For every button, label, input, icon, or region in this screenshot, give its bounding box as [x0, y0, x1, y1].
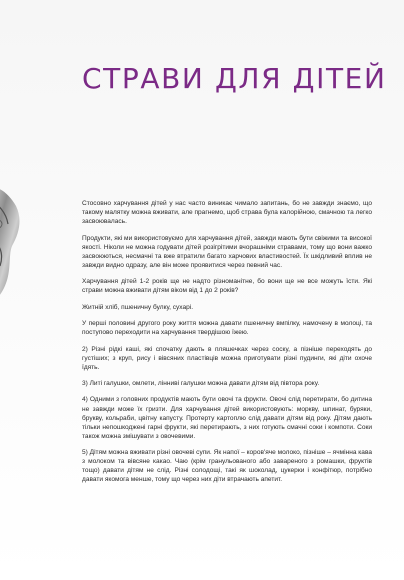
paragraph-porridge: 2) Різні рідкі каші, які спочатку дають в пляшечках через соску, а пізніше переходять до густіших; з круп, рису і вівсяних пластівців можна приготувати різні пудинги, які діти охоче їдять.	[82, 345, 372, 371]
paragraph-intro: Стосовно харчування дітей у нас часто виникає чимало запитань, бо не завжди знаємо, що такому малятку можна вживати, але прагнемо, щоб страва була калорійною, смачною та легко засвоювалась.	[82, 200, 372, 226]
paragraph-bread: Житній хліб, пшеничну булку, сухарі.	[82, 303, 194, 311]
paragraph-fresh-products: Продукти, які ми використовуємо для харчування дітей, завжди мають бути свіжими та високої якості. Ніколи не можна годувати дітей розігрітими вчорашніми стравами, тому що вони важко засвоюються, несмачні та вже втратили багато харчових властивостей. Їх шкідливий вплив не завжди видно одразу, але він може проявитися через певний час.	[82, 234, 372, 269]
article-body	[82, 199, 372, 492]
paragraph-dumplings: 3) Литі галушки, омлети, лінниві галушки можна давати дітям від півтора року.	[82, 380, 320, 388]
paragraph-age-1-2: Харчування дітей 1-2 років ще не надто різноманітне, бо вони ще не все можуть їсти. Які страви можна вживати дітям віком від 1 до 2 років?	[82, 278, 372, 295]
paragraph-first-half-year: У перші половині другого року життя можна давати пшеничну вмпілку, намочену в молоці, та поступово переходити на харчування твердішою їжею.	[82, 320, 372, 337]
page-title: СТРАВИ ДЛЯ ДІТЕЙ	[82, 62, 387, 95]
silver-spoon-image	[0, 180, 46, 310]
paragraph-soups-drinks: 5) Дітям можна вживати різні овочеві супи. Як напої – коров'яче молоко, пізніше – ячмінна кава з молоком та вівсяне какао. Чаю (крім гранульованого або заваpеного з ромашки, фруктів тощо) давати дітям не слід. Різні солодощі, такі як шоколад, цукерки і конфітюр, потрібно давати якомога менше, тому що через них діти втрачають апетит.	[82, 449, 372, 484]
paragraph-vegetables-fruits: 4) Одними з головних продуктів мають бути овочі та фрукти. Овочі слід перетирати, бо дитина не завжди може їх гризти. Для харчування дітей використовують: моркву, шпинат, буряки, брукву, кольраби, цвітну капусту. Протерту картоплю слід давати дітям від року. Дітям дають тільки непошкоджені гарні фрукти, які перетирають, з них готують смачні соки і компоти. Соки також можна змішувати з овочевими.	[82, 396, 372, 440]
